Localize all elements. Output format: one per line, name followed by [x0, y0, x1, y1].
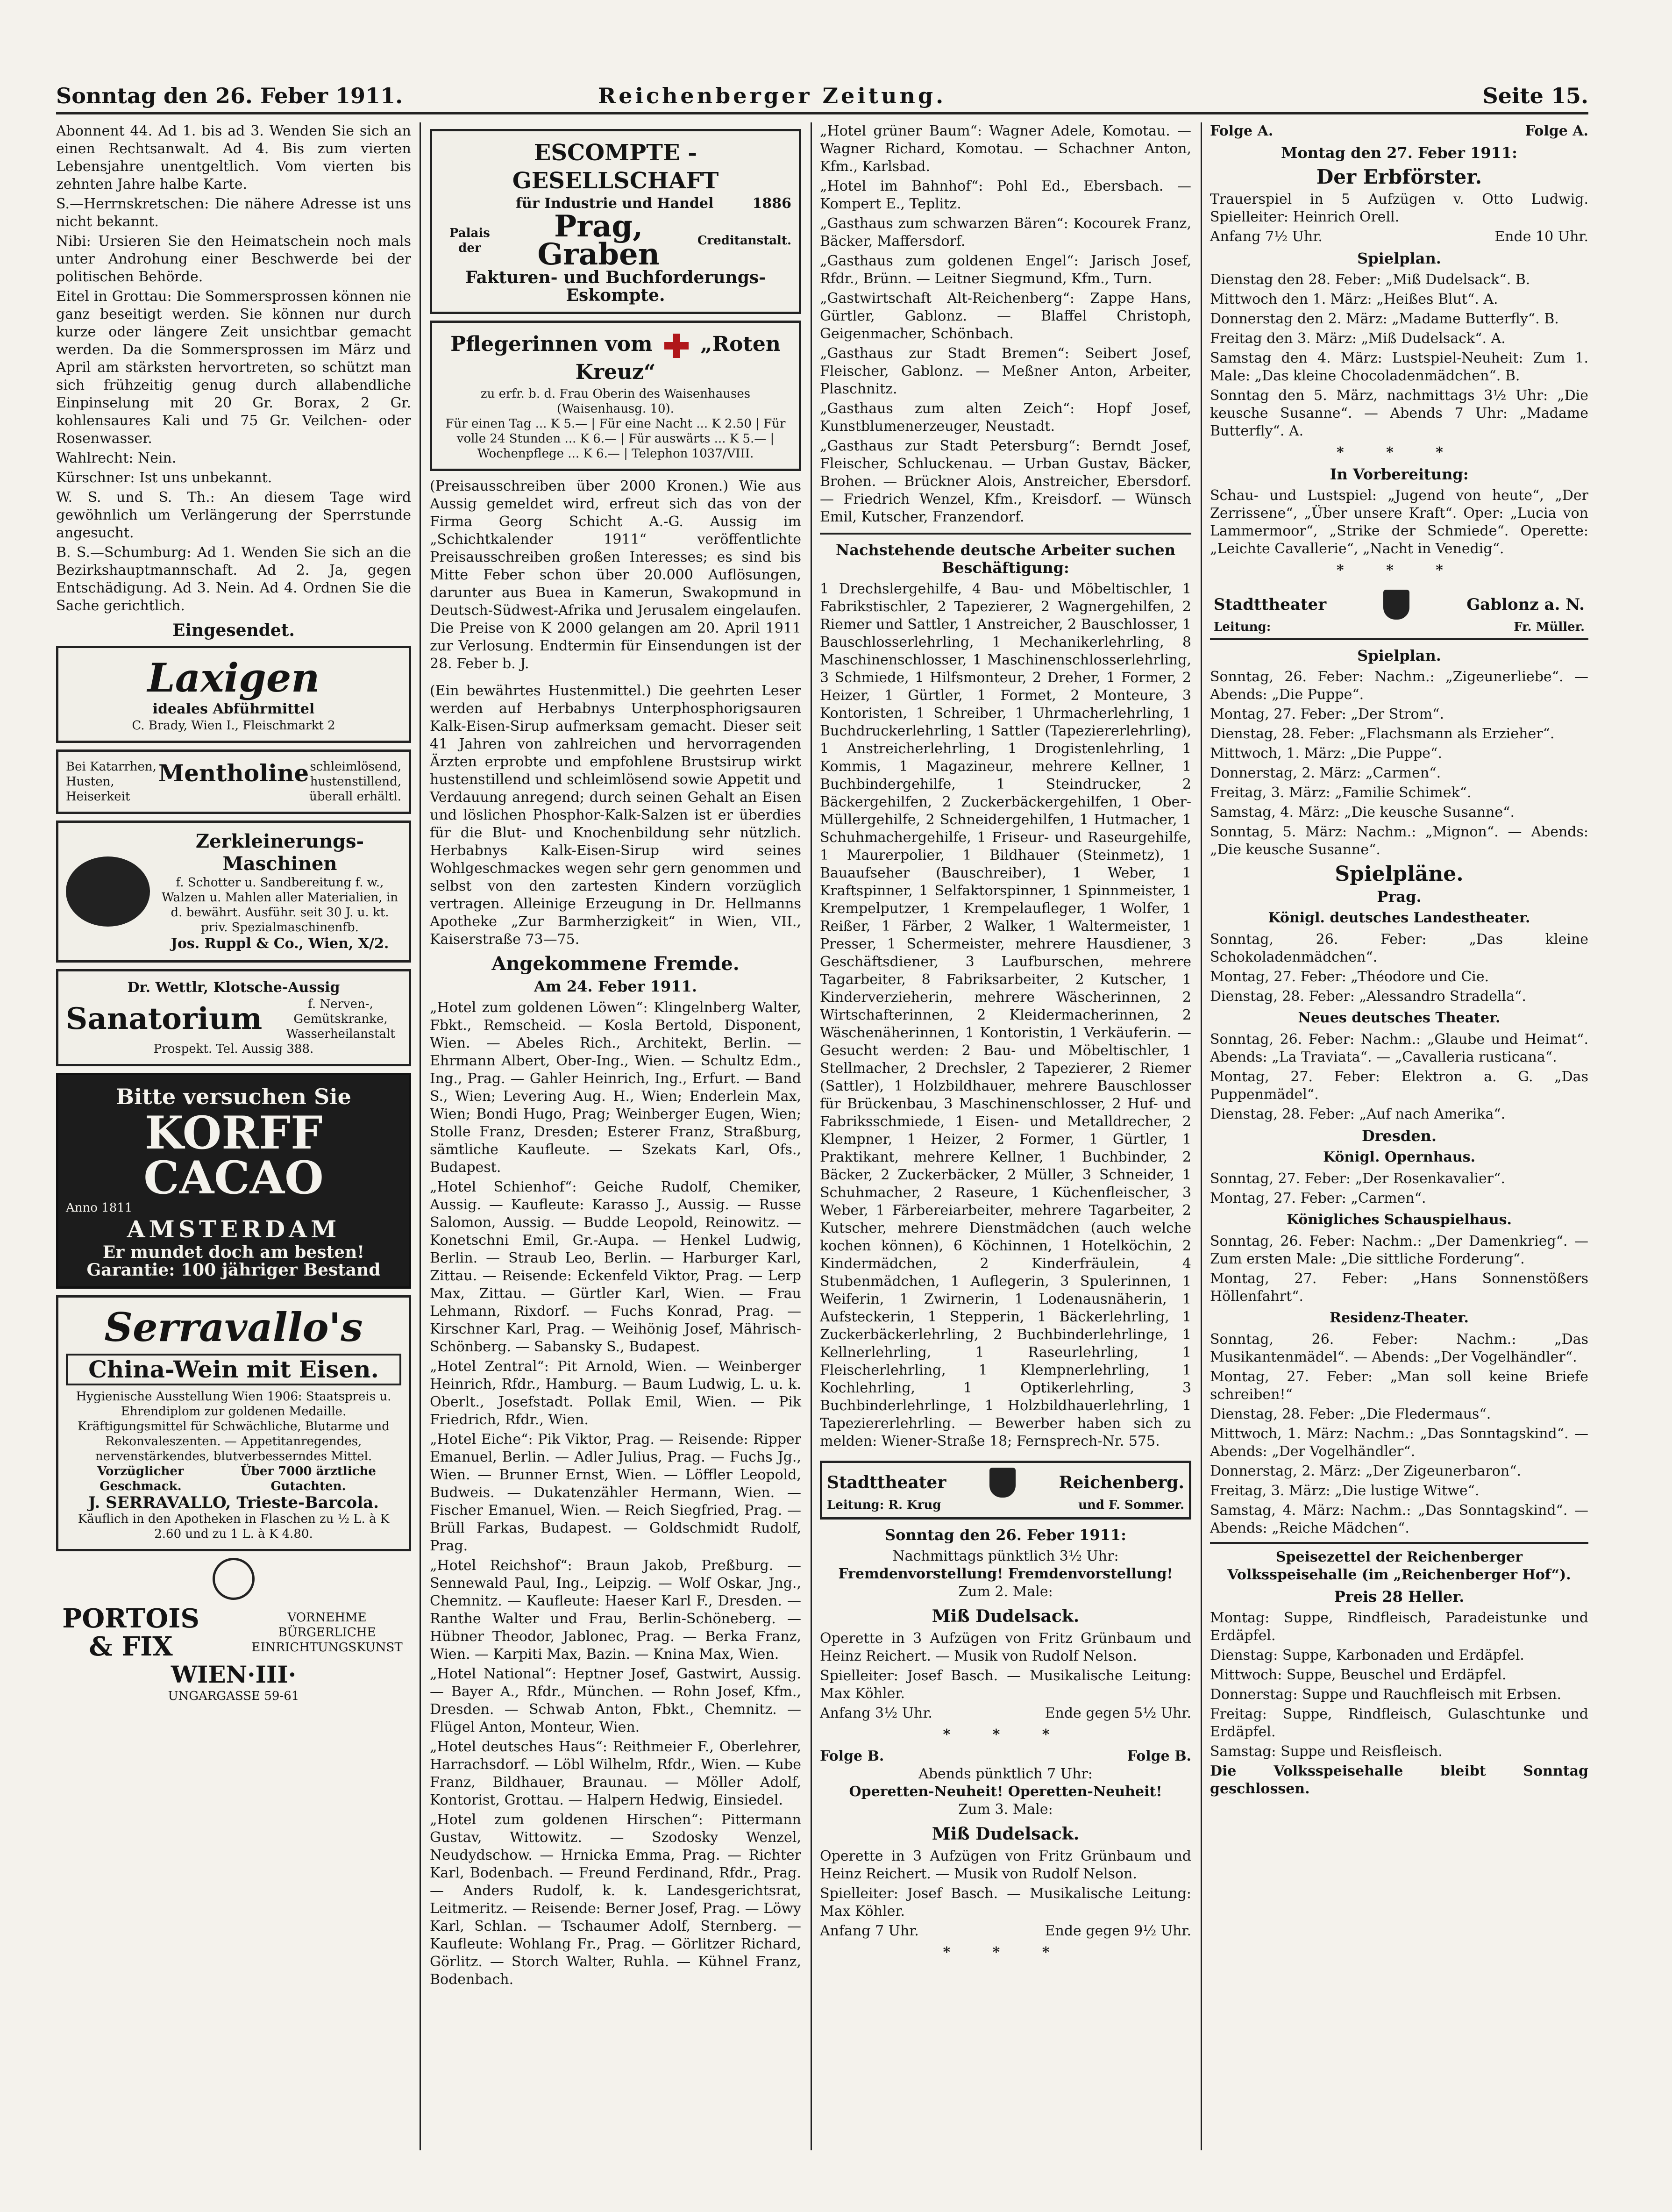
hotel-entry-3: „Gasthaus zum schwarzen Bären“: Kocourek Franz, Bäcker, Maffersdorf. [820, 215, 1191, 250]
rk-left: Pflegerinnen vom [450, 332, 653, 356]
vorbereitung-heading: In Vorbereitung: [1330, 465, 1469, 483]
fremde-date: Am 24. Feber 1911. [534, 978, 697, 995]
separator-stars-4: * * * [1337, 562, 1462, 578]
plan-4: Freitag den 3. März: „Miß Dudelsack“. A. [1210, 330, 1506, 347]
portois-fix-ad [56, 1558, 411, 1704]
resi-2: Montag, 27. Feber: „Man soll keine Briefe schreiben!“ [1210, 1369, 1588, 1403]
schau-1: Sonntag, 26. Feber: Nachm.: „Der Damenkrieg“. — Zum ersten Male: „Die sittliche Forderung“. [1210, 1233, 1588, 1267]
escompte-bottom: Fakturen- und Buchforderungs-Eskompte. [465, 268, 766, 305]
landes-heading: Königl. deutsches Landestheater. [1268, 910, 1530, 926]
program-zum3: Zum 3. Male: [958, 1801, 1053, 1818]
resi-5: Donnerstag, 2. März: „Der Zigeunerbaron“. [1210, 1463, 1522, 1479]
speise-1: Montag: Suppe, Rindfleisch, Paradeistunke und Erdäpfel. [1210, 1610, 1588, 1644]
theater-lead-right: und F. Sommer. [1078, 1498, 1184, 1512]
gab-lead-right: Fr. Müller. [1514, 620, 1585, 634]
column-divider-3 [1201, 122, 1202, 2150]
korff-line1: Bitte versuchen Sie [116, 1084, 351, 1109]
machines-text: f. Schotter u. Sandbereitung f. w., Walzen u. Mahlen aller Materialien, in d. bewährt. Ausführ. seit 30 J. u. kt. priv. Spezialmaschinenfb. [162, 876, 398, 935]
machines-title: Zerkleinerungs-Maschinen [195, 830, 364, 875]
preisausschreiben-article: (Preisausschreiben über 2000 Kronen.) Wie aus Aussig gemeldet wird, erfreut sich das von der Firma Georg Schicht A.-G. Aussig im „Schichtkalender 1911“ veröffentlichte Preisausschreiben großen Interesses; es sind bis Mitte Feber schon über 20.000 Auflösungen, darunter aus Buea in Kamerun, Swakopmund in Deutsch-Südwest-Afrika und Jerusalem eingelaufen. Die Preise von K 2000 gelangen am 20. April 1911 zur Verlosung. Endtermin für Einsendungen ist der 28. Feber b. J. [430, 478, 801, 672]
resi-6: Freitag, 3. März: „Die lustige Witwe“. [1210, 1483, 1480, 1499]
program-anfang-1: Anfang 3½ Uhr. [820, 1705, 932, 1721]
plan-3: Donnerstag den 2. März: „Madame Butterfly“. B. [1210, 311, 1559, 327]
gab-plan-7: Samstag, 4. März: „Die keusche Susanne“. [1210, 804, 1515, 821]
spielplan-heading: Spielplan. [1357, 250, 1441, 267]
program-fremden: Fremdenvorstellung! Fremdenvorstellung! [838, 1566, 1173, 1582]
gab-lead-left: Leitung: [1214, 620, 1271, 634]
escompte-sub: für Industrie und Handel [516, 195, 714, 212]
program-spielleiter-2: Spielleiter: Josef Basch. — Musikalische Leitung: Max Köhler. [820, 1885, 1191, 1919]
header-rule [56, 112, 1588, 114]
column-4 [1210, 122, 1588, 1800]
erb-anfang: Anfang 7½ Uhr. [1210, 228, 1323, 245]
serravallo-product: China-Wein mit Eisen. [66, 1354, 401, 1385]
laxigen-distributor: C. Brady, Wien I., Fleischmarkt 2 [132, 719, 335, 733]
program-neuheit: Operetten-Neuheit! Operetten-Neuheit! [849, 1784, 1162, 1800]
column-1 [56, 122, 411, 1704]
divider-2 [1210, 1542, 1588, 1544]
program-spielleiter-1: Spielleiter: Josef Basch. — Musikalische Leitung: Max Köhler. [820, 1668, 1191, 1702]
monday-date: Montag den 27. Feber 1911: [1281, 144, 1517, 162]
hotel-entry-6: „Gasthaus zur Stadt Bremen“: Seibert Josef, Fleischer, Gablonz. — Meßner Anton, Arbeiter, Plaschnitz. [820, 345, 1191, 397]
serravallo-tag2: Über 7000 ärztliche Gutachten. [241, 1464, 376, 1493]
vorbereitung-text: Schau- und Lustspiel: „Jugend von heute“, „Der Zerrissene“, „Über unsere Kraft“. Oper: „Lucia von Lammermoor“, „Strike der Schmiede“. Operette: „Leichte Cavallerie“, „Nacht in Venedig“. [1210, 487, 1588, 557]
mentholine-brand: Mentholine [158, 759, 309, 787]
korff-brand: KORFF CACAO [143, 1106, 324, 1204]
serravallo-tag1: Vorzüglicher Geschmack. [97, 1464, 184, 1493]
portois-address: UNGARGASSE 59-61 [168, 1689, 299, 1703]
korff-line3: Garantie: 100 jähriger Bestand [86, 1260, 381, 1280]
rk-right: „Roten Kreuz“ [575, 332, 781, 384]
gab-plan-3: Dienstag, 28. Feber: „Flachsmann als Erzieher“. [1210, 726, 1555, 742]
neues-3: Dienstag, 28. Feber: „Auf nach Amerika“. [1210, 1106, 1506, 1122]
machine-illustration [66, 856, 150, 927]
column-divider-1 [420, 122, 421, 2150]
neues-1: Sonntag, 26. Feber: Nachm.: „Glaube und Heimat“. Abends: „La Traviata“. — „Cavalleria rusticana“. [1210, 1031, 1588, 1065]
oper-heading: Königl. Opernhaus. [1323, 1149, 1476, 1165]
korff-cacao-ad [56, 1073, 411, 1289]
theater-right: Reichenberg. [1059, 1473, 1184, 1492]
speise-6: Samstag: Suppe und Reisfleisch. [1210, 1743, 1443, 1760]
sanatorium-prospekt: Prospekt. Tel. Aussig 388. [153, 1042, 314, 1056]
resi-1: Sonntag, 26. Feber: Nachm.: „Das Musikantenmädel“. — Abends: „Der Vogelhändler“. [1210, 1331, 1588, 1365]
gab-plan-8: Sonntag, 5. März: Nachm.: „Mignon“. — Abends: „Die keusche Susanne“. [1210, 824, 1588, 858]
speise-2: Dienstag: Suppe, Karbonaden und Erdäpfel. [1210, 1647, 1524, 1663]
classified-8: B. S.—Schumburg: Ad 1. Wenden Sie sich an die Bezirkshauptmannschaft. Ad 2. Ja, gegen Entschädigung. Ad 3. Nein. Ad 4. Ordnen Sie die Sache gerichtlich. [56, 544, 411, 614]
prag-heading: Prag. [1377, 888, 1422, 906]
portois-tag: VORNEHME BÜRGERLICHE EINRICHTUNGSKUNST [251, 1611, 403, 1655]
sanatorium-kind: f. Nerven-, Gemütskranke, Wasserheilanstalt [286, 997, 395, 1041]
eingesendet-heading: Eingesendet. [172, 621, 295, 640]
landes-1: Sonntag, 26. Feber: „Das kleine Schokoladenmädchen“. [1210, 931, 1588, 965]
plan-6: Sonntag den 5. März, nachmittags 3½ Uhr: „Die keusche Susanne“. — Abends 7 Uhr: „Madame Butterfly“. A. [1210, 387, 1588, 439]
program-operette-2: Operette in 3 Aufzügen von Fritz Grünbaum und Heinz Reichert. — Musik von Rudolf Nelson. [820, 1848, 1191, 1882]
serravallo-firm: J. SERRAVALLO, Trieste-Barcola. [88, 1493, 379, 1512]
serravallo-brand: Serravallo's [104, 1304, 363, 1350]
hotel-entry-8: „Gasthaus zur Stadt Petersburg“: Berndt Josef, Fleischer, Schluckenau. — Urban Gustav, Bäcker, Brohen. — Brückner Alois, Anstreicher, Ebersdorf. — Friedrich Wenzel, Kfm., Kreisdorf. — Wünsch Emil, Kutscher, Franzendorf. [820, 438, 1191, 525]
neues-heading: Neues deutsches Theater. [1298, 1010, 1501, 1026]
neues-2: Montag, 27. Feber: Elektron a. G. „Das Puppenmädel“. [1210, 1069, 1588, 1103]
rk-fees: Für einen Tag ... K 5.— | Für eine Nacht ... K 2.50 | Für volle 24 Stunden ... K 6.— | Für auswärts ... K 5.— | Wochenpflege ... K 6.— | Telephon 1037/VIII. [445, 417, 786, 461]
plan-1: Dienstag den 28. Feber: „Miß Dudelsack“. B. [1210, 271, 1530, 288]
fremde-entry-1: „Hotel zum goldenen Löwen“: Klingelnberg Walter, Fbkt., Remscheid. — Kosla Bertold, Disponent, Wien. — Abeles Rich., Architekt, Berlin. — Ehrmann Albert, Ober-Ing., Wien. — Schultz Edm., Ing., Prag. — Gahler Heinrich, Ing., Erfurt. — Band S., Wien; Levering Aug. H., Wien; Enderlein Max, Wien; Bondi Hugo, Prag; Weinberger Eugen, Wien; Stolle Franz, Dresden; Esterer Franz, Straßburg, sämtliche Kaufleute. — Szekats Karl, Ofs., Budapest. [430, 999, 801, 1176]
hotel-entry-7: „Gasthaus zum alten Zeich“: Hopf Josef, Kunstblumenerzeuger, Neustadt. [820, 400, 1191, 435]
escompte-ad [430, 129, 801, 314]
portois-brand: PORTOIS & FIX [62, 1603, 199, 1662]
program-ende-2: Ende gegen 9½ Uhr. [1045, 1923, 1191, 1939]
page-number: Seite 15. [1482, 83, 1588, 108]
separator-stars: * * * [943, 1727, 1068, 1743]
rotes-kreuz-ad [430, 321, 801, 471]
fremde-entry-8: „Hotel zum goldenen Hirschen“: Pittermann Gustav, Wittowitz. — Szodosky Wenzel, Neudydschow. — Hrnicka Emma, Prag. — Richter Karl, Bodenbach. — Freund Ferdinand, Rfdr., Prag. — Anders Rudolf, k. k. Landesgerichtsrat, Leitmeritz. — Reisende: Berner Josef, Prag. — Löwy Karl, Schlan. — Tschaumer Adolf, Sternberg. — Kaufleute: Wohlang Fr., Prag. — Görlitzer Richard, Görlitz. — Storch Walter, Ruhla. — Kühnel Franz, Bodenbach. [430, 1812, 801, 1988]
speise-closed: Die Volksspeisehalle bleibt Sonntag geschlossen. [1210, 1763, 1588, 1797]
arbeiter-list: 1 Drechslergehilfe, 4 Bau- und Möbeltischler, 1 Fabrikstischler, 2 Tapezierer, 2 Wagnergehilfen, 2 Riemer und Sattler, 1 Anstreicher, 2 Bauschlosser, 1 Bauschlosserlehrling, 1 Mechanikerlehrling, 8 Maschinenschlosser, 1 Maschinenschlosserlehrling, 3 Schmiede, 1 Hilfsmonteur, 2 Dreher, 1 Former, 2 Heizer, 1 Gürtler, 1 Formet, 2 Monteure, 3 Kontoristen, 1 Schreiber, 1 Uhrmacherlehrling, 1 Buchdruckerlehrling, 1 Sattler (Tapeziererlehrling), 1 Anstreicherlehrling, 1 Drogistenlehrling, 1 Kommis, 1 Magazineur, mehrere Kellner, 1 Buchbindergehilfe, 1 Steindrucker, 2 Bäckergehilfen, 2 Zuckerbäckergehilfen, 1 Ober-Müllergehilfe, 2 Schneidergehilfen, 1 Hutmacher, 1 Schuhmachergehilfe, 1 Friseur- und Raseurgehilfe, 1 Maurerpolier, 1 Bildhauer (Steinmetz), 1 Bauaufseher (Bauschreiber), 1 Weber, 1 Kraftspinner, 1 Selfaktorspinner, 1 Spinnmeister, 1 Krempelputzer, 1 Krempelaufleger, 1 Wolfer, 1 Reißer, 1 Färber, 2 Walker, 1 Waltermeister, 1 Presser, 1 Schermeister, mehrere Hausdiener, 3 Geschäftsdiener, 3 Laufburschen, mehrere Tagarbeiter, 8 Fabriksarbeiter, 2 Kutscher, 1 Kinderverzieherin, mehrere Wäscherinnen, 2 Wirtschafterinnen, 2 Kleidermacherinnen, 2 Wäschenäherinnen, 1 Kontoristin, 1 Verkäuferin. — Gesucht werden: 2 Bau- und Möbeltischler, 1 Stellmacher, 2 Drechsler, 2 Tapezierer, 2 Riemer (Sattler), 1 Holzbildhauer, mehrere Bauschlosser für Brückenbau, 3 Maschinenschlosser, 2 Huf- und Fabriksschmiede, 1 Eisen- und Metalldrecher, 2 Klempner, 1 Heizer, 2 Former, 1 Gürtler, 1 Praktikant, mehrere Kellner, 1 Buchbinder, 2 Bäcker, 2 Zuckerbäcker, 2 Müller, 3 Schneider, 1 Schuhmacher, 2 Raseure, 1 Küchenfleischer, 3 Weber, 1 Färbereiarbeiter, mehrere Tagarbeiter, 2 Kutscher, mehrere Dienstmädchen (auch welche kochen können), 6 Köchinnen, 1 Hotelköchin, 2 Kindermädchen, 2 Kinderfräulein, 4 Stubenmädchen, 1 Auflegerin, 3 Spulerinnen, 1 Weiferin, 1 Zwirnerin, 1 Lodenausnäherin, 1 Aufsteckerin, 1 Stepperin, 1 Bäckerlehrling, 1 Zuckerbäckerlehrling, 2 Buchbinderlehrlinge, 1 Kellnerlehrling, 1 Raseurlehrling, 1 Fleischerlehrling, 1 Klempnerlehrling, 1 Kochlehrling, 1 Optikerlehrling, 3 Buchbinderlehrlinge, 1 Holzbildhauerlehrling, 1 Tapeziererlehrling. — Bewerber haben sich zu melden: Wiener-Straße 18; Fernsprech-Nr. 575. [820, 581, 1191, 1449]
separator-stars-2: * * * [943, 1944, 1068, 1961]
mentholine-ad [56, 749, 411, 814]
column-divider-2 [811, 122, 812, 2150]
escompte-city: Prag, Graben [537, 209, 660, 272]
serravallo-ad [56, 1295, 411, 1551]
fremde-entry-6: „Hotel National“: Heptner Josef, Gastwirt, Aussig. — Bayer A., Rfdr., München. — Rohn Josef, Kfm., Dresden. — Schwab Anton, Fbkt., Chemnitz. — Flügel Anton, Monteur, Wien. [430, 1666, 801, 1735]
escompte-title: ESCOMPTE - GESELLSCHAFT [512, 140, 719, 194]
column-2 [430, 122, 801, 1991]
laxigen-tagline: ideales Abführmittel [152, 701, 315, 717]
hotel-entry-5: „Gastwirtschaft Alt-Reichenberg“: Zappe Hans, Gürtler, Gablonz. — Blaffel Christoph, Geigenmacher, Schönbach. [820, 290, 1191, 342]
mentholine-right: schleimlösend, hustenstillend, überall erhältl. [309, 760, 401, 804]
classified-7: W. S. und S. Th.: An diesem Tage wird gewöhnlich um Verlängerung der Sperrstunde angesucht. [56, 489, 411, 541]
landes-3: Dienstag, 28. Feber: „Alessandro Stradella“. [1210, 988, 1526, 1005]
gab-spielplan-heading: Spielplan. [1357, 647, 1441, 664]
fremde-entry-4: „Hotel Eiche“: Pik Viktor, Prag. — Reisende: Ripper Emanuel, Berlin. — Adler Julius, Prag. — Fuchs Jg., Wien. — Brunner Ernst, Wien. — Löffler Leopold, Budweis. — Dukatenzähler Hermann, Wien. — Fischer Emanuel, Wien. — Reich Siegfried, Prag. — Brüll Farkas, Budapest. — Goldschmidt Rudolf, Prag. [430, 1431, 801, 1554]
escompte-year: 1886 [752, 195, 791, 212]
program-evening: Abends pünktlich 7 Uhr: [918, 1766, 1093, 1782]
classified-1: Abonnent 44. Ad 1. bis ad 3. Wenden Sie sich an einen Rechtsanwalt. Ad 4. Bis zum vierten Lebensjahre unentgeltlich. Vom vierten bis zehnten Jahre halbe Karte. [56, 123, 411, 193]
resi-heading: Residenz-Theater. [1330, 1310, 1469, 1326]
hotel-entry-4: „Gasthaus zum goldenen Engel“: Jarisch Josef, Rfdr., Brünn. — Leitner Siegmund, Kfm., Turn. [820, 253, 1191, 287]
rk-text: zu erfr. b. d. Frau Oberin des Waisenhauses (Waisenhausg. 10). [480, 387, 751, 416]
hustenmittel-article: (Ein bewährtes Hustenmittel.) Die geehrten Leser werden auf Herbabnys Unterphosphorigsauren Kalk-Eisen-Sirup aufmerksam gemacht. Dieser seit 41 Jahren von zahlreichen und hervorragenden Ärzten erprobte und empfohlene Brustsirup wirkt hustenstillend und schleimlösend sowie Appetit und Verdauung anregend; durch seinen Gehalt an Eisen und löslichen Phosphor-Kalk-Salzen ist er überdies für die Blut- und Knochenbildung sehr nützlich. Herbabnys Kalk-Eisen-Sirup wird seines Wohlgeschmackes wegen sehr gern genommen und selbst von den zartesten Kindern vorzüglich vertragen. Alleinige Erzeugung in Dr. Hellmanns Apotheke „Zur Barmherzigkeit“ in Wien, VII., Kaiserstraße 73—75. [430, 683, 801, 948]
sanatorium-title: Sanatorium [66, 1001, 263, 1036]
korff-anno: Anno 1811 [66, 1201, 133, 1215]
serravallo-price: Käuflich in den Apotheken in Flaschen zu ½ L. à K 2.60 und zu 1 L. à K 4.80. [78, 1512, 390, 1541]
machines-ad [56, 821, 411, 963]
gablonz-theater-ad [1210, 586, 1588, 640]
gab-plan-5: Donnerstag, 2. März: „Carmen“. [1210, 765, 1441, 781]
landes-2: Montag, 27. Feber: „Théodore und Cie. [1210, 969, 1489, 985]
plan-5: Samstag den 4. März: Lustspiel-Neuheit: Zum 1. Male: „Das kleine Chocoladenmädchen“. B. [1210, 350, 1588, 384]
column-3 [820, 122, 1191, 1965]
speise-price: Preis 28 Heller. [1334, 1588, 1465, 1605]
program-anfang-2: Anfang 7 Uhr. [820, 1923, 919, 1939]
escompte-left: Palais der [449, 226, 490, 255]
plan-2: Mittwoch den 1. März: „Heißes Blut“. A. [1210, 291, 1498, 307]
folge-b-right: Folge B. [1127, 1748, 1191, 1764]
hotel-entry-2: „Hotel im Bahnhof“: Pohl Ed., Ebersbach. — Kompert E., Teplitz. [820, 178, 1191, 212]
fremde-entry-5: „Hotel Reichshof“: Braun Jakob, Preßburg. — Sennewald Paul, Ing., Leipzig. — Wolf Oskar, Jng., Chemnitz. — Kaufleute: Haeser Karl F., Dresden. — Ranthe Walter und Frau, Berlin-Schöneberg. — Hübner Theodor, Jablonec, Prag. — Berka Franz, Wien. — Karpiti Max, Bazin. — Knina Max, Wien. [430, 1557, 801, 1663]
hotel-entry-1: „Hotel grüner Baum“: Wagner Adele, Komotau. — Wagner Richard, Komotau. — Schachner Anton, Kfm., Karlsbad. [820, 123, 1191, 175]
classified-5: Wahlrecht: Nein. [56, 450, 177, 466]
classified-4: Eitel in Grottau: Die Sommersprossen können nie ganz beseitigt werden. Sie können nur durch kurze oder längere Zeit unsichtbar gemacht werden. Da die Sommersprossen im März und April am stärksten hervortreten, so schützt man sich frühzeitig genug durch allabendliche Einpinselung mit 20 Gr. Borax, 2 Gr. kohlensaures Kali und 75 Gr. Veilchen- oder Rosenwasser. [56, 288, 411, 447]
program-ende-1: Ende gegen 5½ Uhr. [1045, 1705, 1191, 1721]
serravallo-text: Hygienische Ausstellung Wien 1906: Staatspreis u. Ehrendiplom zur goldenen Medaille. Kräftigungsmittel für Schwächliche, Blutarme und Rekonvaleszenten. — Appetitanregendes, nervenstärkendes, blutverbesserndes Mittel. [76, 1390, 391, 1463]
folge-a-left: Folge A. [1210, 123, 1274, 139]
program-afternoon: Nachmittags pünktlich 3½ Uhr: [892, 1548, 1119, 1564]
arbeiter-heading: Nachstehende deutsche Arbeiter suchen Beschäftigung: [835, 541, 1176, 577]
gab-plan-6: Freitag, 3. März: „Familie Schimek“. [1210, 785, 1472, 801]
gab-plan-4: Mittwoch, 1. März: „Die Puppe“. [1210, 745, 1442, 762]
folge-a-right: Folge A. [1525, 123, 1588, 139]
classified-2: S.—Herrnskretschen: Die nähere Adresse ist uns nicht bekannt. [56, 196, 411, 230]
theater-left: Stadttheater [827, 1473, 946, 1492]
eagle-emblem-icon [213, 1558, 255, 1600]
fremde-entry-3: „Hotel Zentral“: Pit Arnold, Wien. — Weinberger Heinrich, Rfdr., Hamburg. — Baum Ludwig, L. u. k. Oberlt., Josefstadt. Pollak Emil, Wien. — Pik Friedrich, Rfdr., Wien. [430, 1358, 801, 1428]
laxigen-brand: Laxigen [147, 655, 320, 701]
separator-stars-3: * * * [1337, 444, 1462, 461]
fremde-heading: Angekommene Fremde. [491, 953, 740, 975]
divider [820, 533, 1191, 535]
fremde-entry-7: „Hotel deutsches Haus“: Reithmeier F., Oberlehrer, Harrachsdorf. — Löbl Wilhelm, Rfdr., Wien. — Kube Franz, Bildhauer, Braunau. — Möller Adolf, Kontorist, Grottau. — Halpern Hedwig, Einsiedel. [430, 1739, 801, 1808]
masthead: Reichenberger Zeitung. [598, 83, 946, 108]
red-cross-icon [664, 334, 689, 358]
korff-city: AMSTERDAM [127, 1215, 341, 1243]
machines-firm: Jos. Ruppl & Co., Wien, X/2. [171, 935, 389, 952]
theater-lead-left: Leitung: R. Krug [827, 1498, 941, 1512]
trauerspiel-info: Trauerspiel in 5 Aufzügen v. Otto Ludwig. Spielleiter: Heinrich Orell. [1210, 191, 1588, 225]
sanatorium-ad [56, 969, 411, 1066]
schau-2: Montag, 27. Feber: „Hans Sonnenstößers Höllenfahrt“. [1210, 1270, 1588, 1305]
resi-4: Mittwoch, 1. März: Nachm.: „Das Sonntagskind“. — Abends: „Der Vogelhändler“. [1210, 1426, 1588, 1460]
erb-ende: Ende 10 Uhr. [1494, 228, 1588, 245]
program-title-2: Miß Dudelsack. [932, 1824, 1080, 1844]
speise-heading: Speisezettel der Reichenberger Volksspeisehalle (im „Reichenberger Hof“). [1227, 1549, 1571, 1583]
city-crest-icon [989, 1468, 1016, 1498]
oper-1: Sonntag, 27. Feber: „Der Rosenkavalier“. [1210, 1170, 1505, 1187]
issue-date: Sonntag den 26. Feber 1911. [56, 83, 403, 108]
speise-3: Mittwoch: Suppe, Beuschel und Erdäpfel. [1210, 1667, 1507, 1683]
sanatorium-doctor: Dr. Wettlr, Klotsche-Aussig [127, 979, 340, 996]
resi-7: Samstag, 4. März: Nachm.: „Das Sonntagskind“. — Abends: „Reiche Mädchen“. [1210, 1502, 1588, 1536]
gab-right: Gablonz a. N. [1466, 595, 1585, 614]
program-operette-1: Operette in 3 Aufzügen von Fritz Grünbaum und Heinz Reichert. — Musik von Rudolf Nelson. [820, 1630, 1191, 1664]
classified-6: Kürschner: Ist uns unbekannt. [56, 470, 272, 486]
gab-plan-2: Montag, 27. Feber: „Der Strom“. [1210, 706, 1444, 722]
classified-3: Nibi: Ursieren Sie den Heimatschein noch mals unter Androhung einer Beschwerde bei der politischen Behörde. [56, 233, 411, 285]
page-header [56, 83, 1588, 111]
fremde-entry-2: „Hotel Schienhof“: Geiche Rudolf, Chemiker, Aussig. — Kaufleute: Karasso J., Aussig. — Russe Salomon, Aussig. — Budde Leopold, Reinowitz. — Konetschni Emil, Gr.-Aupa. — Henkel Ludwig, Berlin. — Straub Leo, Berlin. — Harburger Karl, Zittau. — Reisende: Eckenfeld Viktor, Prag. — Lerp Max, Zittau. — Gürtler Karl, Wien. — Frau Lehmann, Rixdorf. — Fuchs Konrad, Prag. — Kirschner Karl, Prag. — Weihönig Josef, Mährisch-Schönberg. — Sabansky S., Budapest. [430, 1179, 801, 1355]
program-zum2: Zum 2. Male: [958, 1584, 1053, 1600]
program-sunday: Sonntag den 26. Feber 1911: [885, 1526, 1126, 1544]
erbfoerster-title: Der Erbförster. [1316, 165, 1482, 188]
program-title-1: Miß Dudelsack. [932, 1606, 1080, 1626]
folge-b-left: Folge B. [820, 1748, 884, 1764]
dresden-heading: Dresden. [1361, 1127, 1437, 1145]
schau-heading: Königliches Schauspielhaus. [1286, 1212, 1512, 1228]
mentholine-left: Bei Katarrhen, Husten, Heiserkeit [66, 760, 157, 804]
gab-plan-1: Sonntag, 26. Feber: Nachm.: „Zigeunerliebe“. — Abends: „Die Puppe“. [1210, 669, 1588, 703]
portois-city: WIEN·III· [171, 1661, 297, 1688]
oper-2: Montag, 27. Feber: „Carmen“. [1210, 1190, 1426, 1206]
gab-left: Stadttheater [1214, 595, 1327, 614]
spielplaene-heading: Spielpläne. [1335, 862, 1464, 886]
speise-4: Donnerstag: Suppe und Rauchfleisch mit Erbsen. [1210, 1686, 1562, 1703]
laxigen-ad [56, 646, 411, 743]
reichenberg-theater-ad [820, 1461, 1191, 1520]
korff-line2: Er mundet doch am besten! [102, 1242, 365, 1262]
gablonz-crest-icon [1383, 590, 1409, 620]
resi-3: Dienstag, 28. Feber: „Die Fledermaus“. [1210, 1406, 1491, 1422]
speise-5: Freitag: Suppe, Rindfleisch, Gulaschtunke und Erdäpfel. [1210, 1706, 1588, 1740]
escompte-right: Creditanstalt. [697, 234, 791, 248]
